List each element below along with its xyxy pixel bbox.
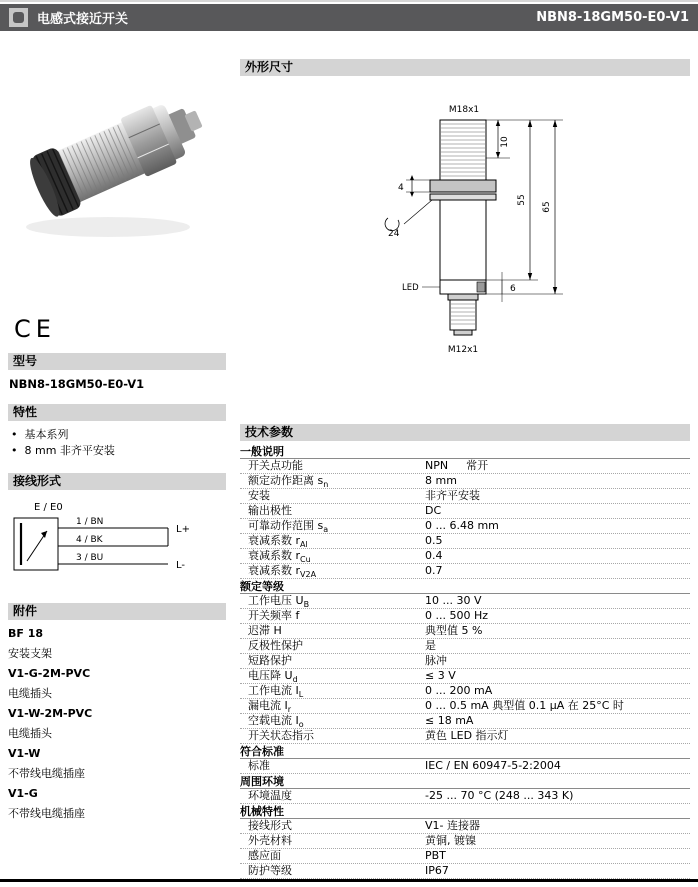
tech-table <box>240 444 690 879</box>
dim-label-24: 24 <box>388 229 400 239</box>
tech-row-label <box>240 864 425 878</box>
tech-group-title: 符合标准 <box>240 744 690 759</box>
tech-row <box>240 489 690 504</box>
tech-row-value <box>425 759 690 773</box>
dim-label-4: 4 <box>398 183 404 193</box>
tech-row <box>240 819 690 834</box>
tech-row-label <box>240 759 425 773</box>
tech-row-value <box>425 729 690 743</box>
tech-row-value2-text: 常开 <box>466 459 489 472</box>
model-value: NBN8-18GM50-E0-V1 <box>9 377 145 391</box>
sensor-type-icon <box>9 8 28 27</box>
tech-row-value <box>425 519 690 533</box>
tech-row-value-text: 0.7 <box>425 564 443 577</box>
section-connection-heading: 接线形式 <box>8 473 226 490</box>
accessory-name: V1-G-2M-PVC <box>8 667 91 680</box>
tech-row <box>240 474 690 489</box>
tech-group-title: 机械特性 <box>240 804 690 819</box>
section-features-heading: 特性 <box>8 404 226 421</box>
feature-item <box>8 443 226 459</box>
tech-row-value-text: 非齐平安装 <box>425 489 480 502</box>
dim-label-10: 10 <box>500 136 510 148</box>
tech-row <box>240 684 690 699</box>
tech-row-label-text: 环境温度 <box>248 789 292 802</box>
tech-row-value-text: 0.5 <box>425 534 443 547</box>
tech-row-value <box>425 624 690 638</box>
connection-diagram <box>8 498 226 593</box>
product-photo <box>8 59 226 259</box>
tech-row-label-text: 工作电压 U <box>248 594 304 607</box>
tech-row-label <box>240 594 425 608</box>
tech-row-label-text: 迟滞 H <box>248 624 282 637</box>
tech-row-value-text: ≤ 3 V <box>425 669 456 682</box>
tech-row-label-subscript: Al <box>300 540 308 548</box>
tech-row <box>240 669 690 684</box>
tech-row-value-text: DC <box>425 504 442 517</box>
tech-row-value-text: IP67 <box>425 864 449 877</box>
tech-row <box>240 564 690 579</box>
tech-row-value-text: 脉冲 <box>425 654 447 667</box>
page-title: 电感式接近开关 <box>37 12 129 27</box>
tech-row-label-text: 反极性保护 <box>248 639 303 652</box>
tech-group-title: 额定等级 <box>240 579 690 594</box>
tech-row-label-text: 开关频率 f <box>248 609 300 622</box>
tech-row <box>240 594 690 609</box>
sensor-type-icon-core <box>13 12 24 23</box>
tech-row-label-text: 感应面 <box>248 849 281 862</box>
tech-row-label-subscript: a <box>323 525 329 533</box>
tech-row-value-text: 0.4 <box>425 549 443 562</box>
tech-row <box>240 624 690 639</box>
tech-row-value <box>425 699 690 713</box>
top-divider <box>0 0 698 2</box>
tech-row-label-subscript: d <box>292 675 298 683</box>
tech-row-label-text: 安装 <box>248 489 270 502</box>
accessory-name: BF 18 <box>8 627 44 640</box>
content-columns <box>0 59 698 879</box>
tech-row-label-text: 输出极性 <box>248 504 292 517</box>
features-list <box>8 427 226 459</box>
tech-row <box>240 459 690 474</box>
accessory-name: V1-W-2M-PVC <box>8 707 93 720</box>
section-tech-heading: 技术参数 <box>240 424 690 441</box>
tech-row-label-text: 开关点功能 <box>248 459 303 472</box>
tech-row-value-text: NPN <box>425 459 449 472</box>
feature-item <box>8 427 226 443</box>
accessory-name: V1-W <box>8 747 41 760</box>
tech-row-label-text: 衰减系数 r <box>248 549 301 562</box>
accessory-desc: 电缆插头 <box>8 727 52 740</box>
tech-row-label-text: 防护等级 <box>248 864 292 877</box>
tech-row-label-text: 标准 <box>248 759 270 772</box>
tech-row-value <box>425 504 690 518</box>
tech-row-value <box>425 534 690 548</box>
tech-row-label <box>240 549 425 563</box>
tech-row-value-text: 是 <box>425 639 436 652</box>
tech-row <box>240 654 690 669</box>
tech-row <box>240 864 690 879</box>
bullet-icon: • <box>11 428 18 441</box>
tech-row-label <box>240 459 425 473</box>
tech-row-value-text: IEC / EN 60947-5-2:2004 <box>425 759 561 772</box>
tech-row-value-text: 黄铜, 镀镍 <box>425 834 476 847</box>
tech-row-value <box>425 639 690 653</box>
dim-label-65: 65 <box>542 201 552 213</box>
tech-row-label <box>240 474 425 488</box>
tech-row-label <box>240 684 425 698</box>
accessories-list <box>8 624 226 824</box>
tech-row <box>240 504 690 519</box>
tech-row <box>240 639 690 654</box>
tech-row <box>240 714 690 729</box>
tech-row-label-text: 衰减系数 r <box>248 534 301 547</box>
tech-row-value <box>425 594 690 608</box>
tech-row <box>240 549 690 564</box>
accessory-desc: 安装支架 <box>8 647 52 660</box>
tech-row <box>240 609 690 624</box>
tech-row <box>240 849 690 864</box>
tech-row-label <box>240 699 425 713</box>
dim-label-m12: M12x1 <box>447 345 479 355</box>
tech-row <box>240 519 690 534</box>
tech-row-value <box>425 789 690 803</box>
tech-row-label <box>240 729 425 743</box>
product-photo-image <box>8 59 218 255</box>
tech-row-value <box>425 489 690 503</box>
tech-row-value-text: V1- 连接器 <box>425 819 480 832</box>
tech-row-label-text: 接线形式 <box>248 819 292 832</box>
tech-row-value-text: 8 mm <box>425 474 457 487</box>
tech-row-label-text: 可靠动作范围 s <box>248 519 324 532</box>
tech-row-label <box>240 504 425 518</box>
tech-row-label-subscript: r <box>287 705 292 713</box>
tech-row-label-text: 工作电流 I <box>248 684 299 697</box>
accessory-name: V1-G <box>8 787 38 800</box>
tech-row-label <box>240 519 425 533</box>
tech-row-label <box>240 624 425 638</box>
tech-row-value-text: -25 ... 70 °C (248 ... 343 K) <box>425 789 574 802</box>
dim-label-led: LED <box>402 283 419 293</box>
dim-label-55: 55 <box>517 194 527 206</box>
tech-row-value-text: PBT <box>425 849 446 862</box>
tech-row-value <box>425 459 690 473</box>
accessory-desc: 不带线电缆插座 <box>8 767 85 780</box>
tech-row-label-subscript: Cu <box>300 555 311 563</box>
tech-row-value <box>425 654 690 668</box>
tech-row-value-text: 0 ... 6.48 mm <box>425 519 499 532</box>
tech-row-label <box>240 489 425 503</box>
tech-row-value <box>425 819 690 833</box>
terminal-lminus: L- <box>176 560 186 571</box>
tech-row <box>240 534 690 549</box>
tech-row-value <box>425 474 690 488</box>
tech-row-label-text: 额定动作距离 s <box>248 474 324 487</box>
tech-row-label <box>240 654 425 668</box>
tech-row-value-text: 黄色 LED 指示灯 <box>425 729 509 742</box>
tech-row-label <box>240 789 425 803</box>
tech-row-value <box>425 549 690 563</box>
section-model-heading: 型号 <box>8 353 226 370</box>
tech-group-title: 一般说明 <box>240 444 690 459</box>
tech-row-label <box>240 849 425 863</box>
pin-label-1: 1 / BN <box>76 517 104 527</box>
tech-row <box>240 789 690 804</box>
tech-row-label-subscript: B <box>303 600 310 608</box>
part-number: NBN8-18GM50-E0-V1 <box>536 10 689 25</box>
tech-row <box>240 834 690 849</box>
tech-row-label-text: 开关状态指示 <box>248 729 314 742</box>
connection-type-label: E / E0 <box>34 502 63 513</box>
terminal-lplus: L+ <box>176 524 190 535</box>
dim-label-m18: M18x1 <box>448 105 480 115</box>
ce-mark: CE <box>14 315 56 343</box>
connection-diagram-image <box>8 498 220 590</box>
tech-row-label-subscript: o <box>298 720 304 728</box>
tech-row-label <box>240 819 425 833</box>
accessory-desc: 电缆插头 <box>8 687 52 700</box>
tech-row-label <box>240 669 425 683</box>
tech-row-label-text: 衰减系数 r <box>248 564 301 577</box>
accessory-desc: 不带线电缆插座 <box>8 807 85 820</box>
tech-row-value <box>425 564 690 578</box>
right-column <box>240 59 690 879</box>
feature-text: 8 mm 非齐平安装 <box>24 444 115 457</box>
tech-row-label-subscript: L <box>298 690 304 698</box>
tech-row-value-text: 0 ... 200 mA <box>425 684 493 697</box>
tech-row-value <box>425 609 690 623</box>
tech-row-value <box>425 669 690 683</box>
bullet-icon: • <box>11 444 18 457</box>
tech-row-label <box>240 639 425 653</box>
tech-row <box>240 699 690 714</box>
page-header <box>0 4 698 31</box>
section-accessories-heading: 附件 <box>8 603 226 620</box>
tech-row-value <box>425 684 690 698</box>
tech-row-label-subscript: n <box>323 480 329 488</box>
tech-row-label <box>240 609 425 623</box>
dimension-drawing-image <box>340 100 590 400</box>
tech-row-label-text: 漏电流 I <box>248 699 288 712</box>
tech-row-value <box>425 864 690 878</box>
tech-row-value <box>425 849 690 863</box>
tech-row-label-subscript: V2A <box>300 570 317 578</box>
dim-label-6: 6 <box>510 284 516 294</box>
tech-row-label <box>240 534 425 548</box>
tech-row <box>240 759 690 774</box>
tech-row-value <box>425 714 690 728</box>
tech-row-label <box>240 834 425 848</box>
tech-row-label <box>240 714 425 728</box>
dimension-drawing <box>240 76 690 424</box>
tech-row-value-text: 典型值 5 % <box>425 624 483 637</box>
tech-row-value <box>425 834 690 848</box>
pin-label-3: 3 / BU <box>76 553 104 563</box>
tech-row-value-text: ≤ 18 mA <box>425 714 474 727</box>
tech-row-label-text: 电压降 U <box>248 669 293 682</box>
left-column <box>8 59 226 879</box>
tech-row-label-text: 短路保护 <box>248 654 292 667</box>
tech-row-label-text: 外壳材料 <box>248 834 292 847</box>
tech-row-label <box>240 564 425 578</box>
tech-group-title: 周围环境 <box>240 774 690 789</box>
pin-label-4: 4 / BK <box>76 535 103 545</box>
tech-row-value-text: 0 ... 0.5 mA 典型值 0.1 μA 在 25°C 时 <box>425 699 624 712</box>
tech-row-value-text: 10 ... 30 V <box>425 594 482 607</box>
tech-row-value-text: 0 ... 500 Hz <box>425 609 489 622</box>
feature-text: 基本系列 <box>24 428 69 441</box>
section-dimensions-heading: 外形尺寸 <box>240 59 690 76</box>
tech-row-label-text: 空载电流 I <box>248 714 299 727</box>
tech-row <box>240 729 690 744</box>
footer-divider <box>0 879 698 882</box>
